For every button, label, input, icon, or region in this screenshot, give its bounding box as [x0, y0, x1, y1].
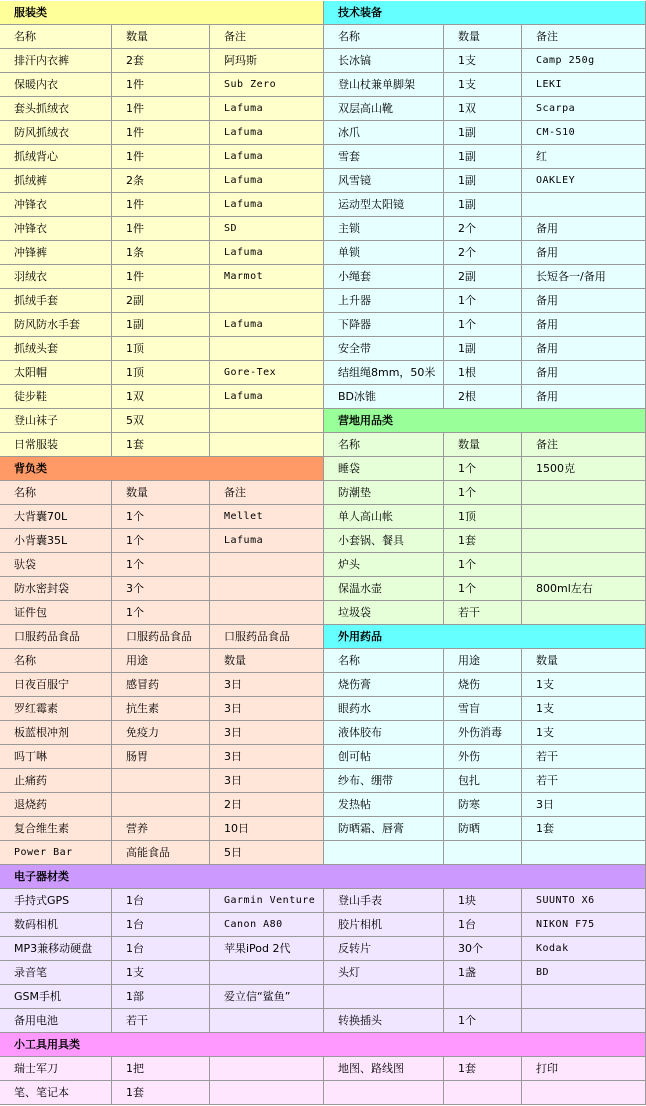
column-header: 数量	[112, 481, 210, 505]
table-cell: 保暖内衣	[0, 73, 112, 97]
table-cell: 防风抓绒衣	[0, 121, 112, 145]
table-cell	[210, 577, 324, 601]
section-title: 技术装备	[324, 1, 646, 25]
table-cell: 防风防水手套	[0, 313, 112, 337]
table-cell: 1顶	[112, 337, 210, 361]
table-cell: 转换插头	[324, 1009, 444, 1033]
table-cell: Lafuma	[210, 193, 324, 217]
table-cell: 羽绒衣	[0, 265, 112, 289]
table-cell: 液体胶布	[324, 721, 444, 745]
table-cell: 备用	[522, 313, 646, 337]
column-header: 数量	[522, 649, 646, 673]
table-cell	[522, 553, 646, 577]
table-cell	[324, 1081, 444, 1105]
table-cell: 1件	[112, 145, 210, 169]
table-cell: Canon A80	[210, 913, 324, 937]
table-cell: 感冒药	[112, 673, 210, 697]
table-cell: 主锁	[324, 217, 444, 241]
table-cell: 1副	[112, 313, 210, 337]
table-cell: 1个	[444, 553, 522, 577]
table-cell: 抓绒手套	[0, 289, 112, 313]
table-cell: 板蓝根冲剂	[0, 721, 112, 745]
table-cell	[210, 337, 324, 361]
table-cell: Power Bar	[0, 841, 112, 865]
table-cell: 抓绒背心	[0, 145, 112, 169]
table-cell: 3日	[210, 721, 324, 745]
table-cell: BD冰锥	[324, 385, 444, 409]
table-cell: LEKI	[522, 73, 646, 97]
table-cell: 备用	[522, 385, 646, 409]
table-cell: 1支	[444, 49, 522, 73]
table-cell: 数码相机	[0, 913, 112, 937]
table-cell: 2副	[112, 289, 210, 313]
table-cell: Lafuma	[210, 241, 324, 265]
table-cell: 若干	[522, 745, 646, 769]
table-cell	[324, 841, 444, 865]
table-cell: 备用	[522, 361, 646, 385]
column-header: 用途	[444, 649, 522, 673]
section-title: 外用药品	[324, 625, 646, 649]
table-cell: 保温水壶	[324, 577, 444, 601]
table-cell: 1支	[444, 73, 522, 97]
table-cell: 运动型太阳镜	[324, 193, 444, 217]
table-cell: 小套锅、餐具	[324, 529, 444, 553]
table-cell: 防水密封袋	[0, 577, 112, 601]
table-cell	[112, 769, 210, 793]
table-cell: 1根	[444, 361, 522, 385]
table-cell	[522, 985, 646, 1009]
table-cell: 日常服装	[0, 433, 112, 457]
table-cell: 冲锋衣	[0, 193, 112, 217]
table-cell: CM-S10	[522, 121, 646, 145]
table-cell: 2日	[210, 793, 324, 817]
column-header: 名称	[324, 649, 444, 673]
table-cell: 5双	[112, 409, 210, 433]
table-cell: 登山手表	[324, 889, 444, 913]
table-cell: 证件包	[0, 601, 112, 625]
table-cell: 1副	[444, 193, 522, 217]
table-cell: 徒步鞋	[0, 385, 112, 409]
table-cell: 登山杖兼单脚架	[324, 73, 444, 97]
section-title: 小工具用具类	[0, 1033, 646, 1057]
table-cell: 录音笔	[0, 961, 112, 985]
table-cell: 口服药品食品	[112, 625, 210, 649]
table-cell: 2个	[444, 217, 522, 241]
table-cell: Gore-Tex	[210, 361, 324, 385]
table-cell: 抓绒头套	[0, 337, 112, 361]
table-cell: 10日	[210, 817, 324, 841]
table-cell: 长冰镐	[324, 49, 444, 73]
table-cell: Lafuma	[210, 169, 324, 193]
table-cell: 备用电池	[0, 1009, 112, 1033]
column-header: 名称	[0, 481, 112, 505]
table-cell: SD	[210, 217, 324, 241]
table-cell: 3日	[210, 745, 324, 769]
table-cell: BD	[522, 961, 646, 985]
table-cell: Mellet	[210, 505, 324, 529]
table-cell: 备用	[522, 337, 646, 361]
table-cell: 营养	[112, 817, 210, 841]
table-cell: 1套	[444, 1057, 522, 1081]
table-cell	[522, 505, 646, 529]
table-cell: 1盏	[444, 961, 522, 985]
table-cell: 1副	[444, 337, 522, 361]
table-cell: 1副	[444, 121, 522, 145]
table-cell: 1个	[112, 601, 210, 625]
table-cell: 3日	[522, 793, 646, 817]
table-cell: Lafuma	[210, 313, 324, 337]
table-cell	[210, 601, 324, 625]
section-title: 背负类	[0, 457, 324, 481]
section-title: 营地用品类	[324, 409, 646, 433]
table-cell	[210, 433, 324, 457]
table-cell: GSM手机	[0, 985, 112, 1009]
table-cell: 单人高山帐	[324, 505, 444, 529]
table-cell: 下降器	[324, 313, 444, 337]
table-cell	[444, 985, 522, 1009]
table-cell: 日夜百服宁	[0, 673, 112, 697]
table-cell: 备用	[522, 289, 646, 313]
column-header: 数量	[112, 25, 210, 49]
table-cell: OAKLEY	[522, 169, 646, 193]
table-cell	[522, 601, 646, 625]
column-header: 用途	[112, 649, 210, 673]
table-cell	[522, 529, 646, 553]
table-cell: 包扎	[444, 769, 522, 793]
table-cell: 外伤消毒	[444, 721, 522, 745]
table-cell: 1副	[444, 145, 522, 169]
table-cell: 口服药品食品	[210, 625, 324, 649]
column-header: 备注	[210, 25, 324, 49]
column-header: 名称	[324, 433, 444, 457]
table-cell: 1件	[112, 73, 210, 97]
table-cell: Camp 250g	[522, 49, 646, 73]
table-cell: 退烧药	[0, 793, 112, 817]
table-cell: 双层高山靴	[324, 97, 444, 121]
table-cell: 风雪镜	[324, 169, 444, 193]
table-cell	[522, 841, 646, 865]
table-cell: MP3兼移动硬盘	[0, 937, 112, 961]
section-title: 电子器材类	[0, 865, 646, 889]
column-header: 备注	[210, 481, 324, 505]
table-cell: 若干	[112, 1009, 210, 1033]
table-cell: 1双	[444, 97, 522, 121]
table-cell: 3个	[112, 577, 210, 601]
table-cell: 红	[522, 145, 646, 169]
table-cell: 烧伤膏	[324, 673, 444, 697]
table-cell: 头灯	[324, 961, 444, 985]
table-cell: 1支	[112, 961, 210, 985]
table-cell: 结组绳8mm，50米	[324, 361, 444, 385]
table-cell: 纱布、绷带	[324, 769, 444, 793]
table-cell: 1个	[444, 1009, 522, 1033]
table-cell: 瑞士军刀	[0, 1057, 112, 1081]
table-cell: Garmin Venture	[210, 889, 324, 913]
table-cell: 免疫力	[112, 721, 210, 745]
table-cell: 手持式GPS	[0, 889, 112, 913]
table-cell: 2副	[444, 265, 522, 289]
table-cell: 肠胃	[112, 745, 210, 769]
table-cell: 发热帖	[324, 793, 444, 817]
table-cell: 排汗内衣裤	[0, 49, 112, 73]
column-header: 备注	[522, 25, 646, 49]
table-cell: 1把	[112, 1057, 210, 1081]
section-title: 服装类	[0, 1, 324, 25]
table-cell: 1个	[444, 313, 522, 337]
table-cell: 备用	[522, 241, 646, 265]
table-cell: 安全带	[324, 337, 444, 361]
table-cell: 反转片	[324, 937, 444, 961]
table-cell	[210, 1057, 324, 1081]
table-cell: 30个	[444, 937, 522, 961]
table-cell: NIKON F75	[522, 913, 646, 937]
table-cell: 1副	[444, 169, 522, 193]
table-cell: 1个	[444, 481, 522, 505]
table-cell: 雪盲	[444, 697, 522, 721]
table-cell	[522, 1009, 646, 1033]
table-cell: 1顶	[112, 361, 210, 385]
table-cell: 登山袜子	[0, 409, 112, 433]
table-cell: 吗丁啉	[0, 745, 112, 769]
table-cell: 3日	[210, 697, 324, 721]
table-cell: 1个	[112, 529, 210, 553]
table-cell: 防晒	[444, 817, 522, 841]
table-cell: 1套	[522, 817, 646, 841]
table-cell: 创可帖	[324, 745, 444, 769]
table-cell: 太阳帽	[0, 361, 112, 385]
table-cell: 爱立信“鲨鱼”	[210, 985, 324, 1009]
table-cell: 备用	[522, 217, 646, 241]
table-cell: 复合维生素	[0, 817, 112, 841]
table-cell: 1件	[112, 193, 210, 217]
table-cell: 驮袋	[0, 553, 112, 577]
table-cell: 1个	[444, 577, 522, 601]
table-cell: SUUNTO X6	[522, 889, 646, 913]
table-cell: 1套	[112, 1081, 210, 1105]
table-cell: 地图、路线图	[324, 1057, 444, 1081]
table-cell: 1件	[112, 121, 210, 145]
table-cell	[210, 961, 324, 985]
table-cell: 1顶	[444, 505, 522, 529]
table-cell: 垃圾袋	[324, 601, 444, 625]
table-cell: 1个	[444, 289, 522, 313]
table-cell: 单锁	[324, 241, 444, 265]
table-cell: 1个	[112, 505, 210, 529]
table-cell: 雪套	[324, 145, 444, 169]
table-cell: 若干	[522, 769, 646, 793]
table-cell: 2个	[444, 241, 522, 265]
table-cell: Lafuma	[210, 529, 324, 553]
table-cell: 罗红霉素	[0, 697, 112, 721]
table-cell: 外伤	[444, 745, 522, 769]
table-cell: 笔、笔记本	[0, 1081, 112, 1105]
table-cell: 1件	[112, 217, 210, 241]
table-cell	[210, 409, 324, 433]
table-cell: Scarpa	[522, 97, 646, 121]
table-cell: 1双	[112, 385, 210, 409]
table-cell: 胶片相机	[324, 913, 444, 937]
table-cell: Marmot	[210, 265, 324, 289]
table-cell: Lafuma	[210, 97, 324, 121]
column-header: 数量	[444, 25, 522, 49]
table-cell: 2条	[112, 169, 210, 193]
table-cell: 1支	[522, 673, 646, 697]
table-cell: 防潮垫	[324, 481, 444, 505]
table-cell: 抓绒裤	[0, 169, 112, 193]
table-cell: 上升器	[324, 289, 444, 313]
table-cell: 1支	[522, 697, 646, 721]
table-cell	[522, 481, 646, 505]
table-cell: Lafuma	[210, 385, 324, 409]
table-cell: 防晒霜、唇膏	[324, 817, 444, 841]
table-cell: 长短各一/备用	[522, 265, 646, 289]
table-cell: 1套	[112, 433, 210, 457]
table-cell: 1条	[112, 241, 210, 265]
table-cell: 1台	[112, 913, 210, 937]
table-cell: 打印	[522, 1057, 646, 1081]
table-cell: 口服药品食品	[0, 625, 112, 649]
table-cell	[444, 841, 522, 865]
table-cell: 套头抓绒衣	[0, 97, 112, 121]
table-cell: 5日	[210, 841, 324, 865]
table-cell: 冲锋裤	[0, 241, 112, 265]
table-cell: 1台	[444, 913, 522, 937]
table-cell: 800ml左右	[522, 577, 646, 601]
table-cell: 1块	[444, 889, 522, 913]
column-header: 备注	[522, 433, 646, 457]
column-header: 数量	[210, 649, 324, 673]
table-cell: 眼药水	[324, 697, 444, 721]
table-cell: 1件	[112, 265, 210, 289]
table-cell	[444, 1081, 522, 1105]
table-cell: 阿玛斯	[210, 49, 324, 73]
table-cell: 小绳套	[324, 265, 444, 289]
table-cell: 炉头	[324, 553, 444, 577]
column-header: 名称	[324, 25, 444, 49]
table-cell: 小背囊35L	[0, 529, 112, 553]
table-cell: 烧伤	[444, 673, 522, 697]
table-cell: 1部	[112, 985, 210, 1009]
column-header: 数量	[444, 433, 522, 457]
table-cell	[112, 793, 210, 817]
table-cell: 1个	[444, 457, 522, 481]
table-cell	[210, 289, 324, 313]
table-cell: 2套	[112, 49, 210, 73]
table-cell: 1台	[112, 889, 210, 913]
table-cell: Lafuma	[210, 121, 324, 145]
table-cell: 3日	[210, 673, 324, 697]
table-cell: Kodak	[522, 937, 646, 961]
table-cell: 1件	[112, 97, 210, 121]
table-cell: Sub Zero	[210, 73, 324, 97]
table-cell	[210, 1009, 324, 1033]
table-cell: 1个	[112, 553, 210, 577]
table-cell: 防寒	[444, 793, 522, 817]
table-cell: 睡袋	[324, 457, 444, 481]
table-cell: 大背囊70L	[0, 505, 112, 529]
table-cell: 高能食品	[112, 841, 210, 865]
table-cell: Lafuma	[210, 145, 324, 169]
column-header: 名称	[0, 649, 112, 673]
table-cell: 若干	[444, 601, 522, 625]
table-cell: 1套	[444, 529, 522, 553]
table-cell	[522, 193, 646, 217]
table-cell: 1台	[112, 937, 210, 961]
column-header: 名称	[0, 25, 112, 49]
table-cell: 抗生素	[112, 697, 210, 721]
table-cell: 1支	[522, 721, 646, 745]
table-cell: 2根	[444, 385, 522, 409]
table-cell: 1500克	[522, 457, 646, 481]
table-cell: 止痛药	[0, 769, 112, 793]
table-cell	[210, 1081, 324, 1105]
table-cell	[210, 553, 324, 577]
table-cell	[522, 1081, 646, 1105]
table-cell: 冰爪	[324, 121, 444, 145]
table-cell: 3日	[210, 769, 324, 793]
table-cell: 苹果iPod 2代	[210, 937, 324, 961]
table-cell	[324, 985, 444, 1009]
table-cell: 冲锋衣	[0, 217, 112, 241]
